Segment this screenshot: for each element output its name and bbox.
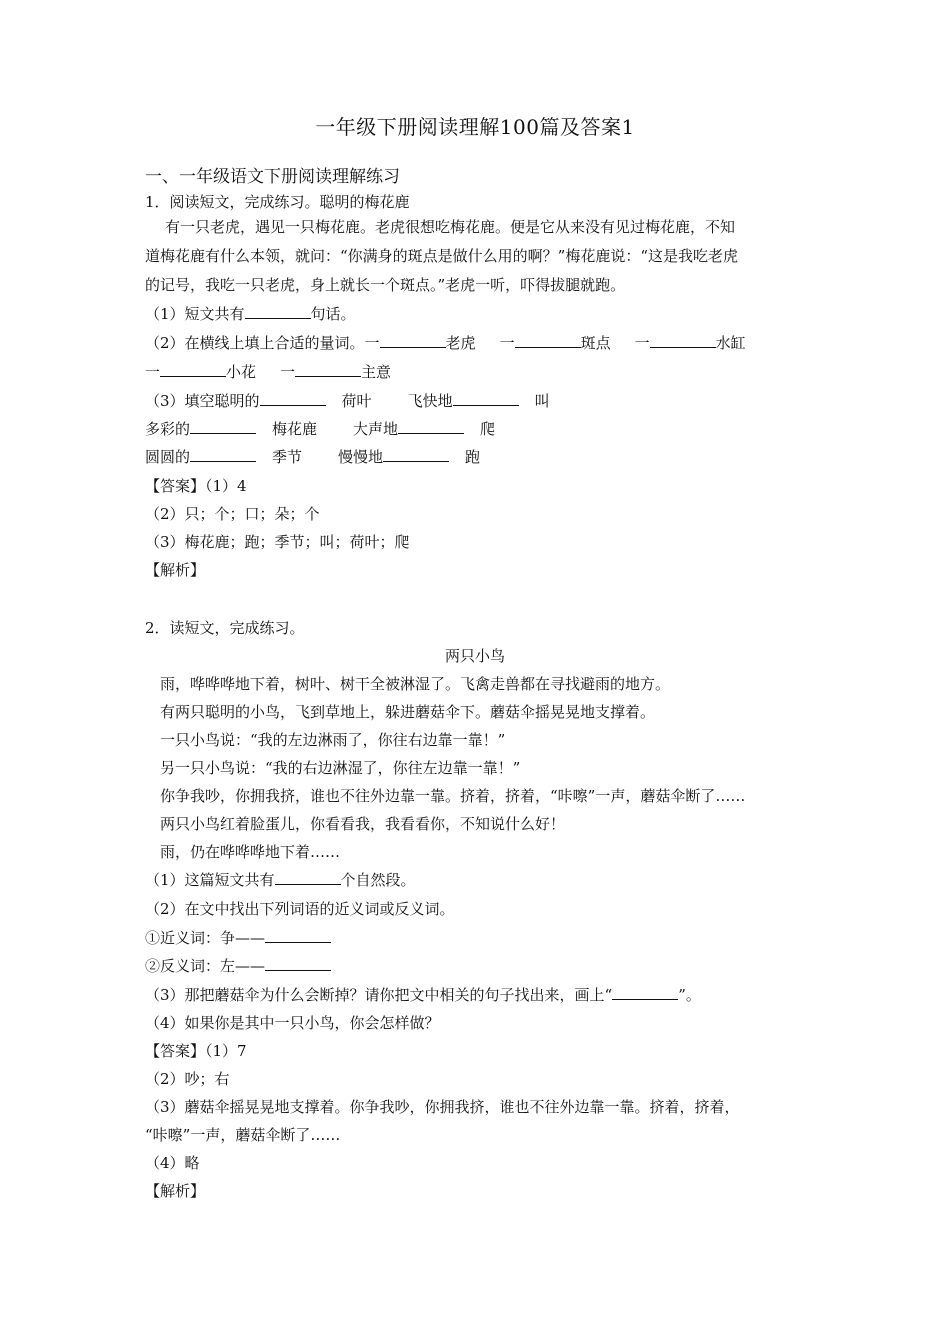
answer-text: （2）吵；右 bbox=[145, 1070, 230, 1088]
q2-passage-line: 你争我吵，你拥我挤，谁也不往外边靠一靠。挤着，挤着，“咔嚓”一声，蘑菇伞断了…… bbox=[160, 787, 746, 805]
q1-sub3-text: 爬 bbox=[480, 420, 496, 438]
q2-sub4: （4）如果你是其中一只小鸟，你会怎样做？ bbox=[145, 1014, 440, 1032]
q1-sub3-text: 慢慢地 bbox=[338, 448, 384, 466]
q1-sub3-text: 跑 bbox=[465, 448, 481, 466]
answer-blank[interactable] bbox=[190, 447, 256, 462]
answer-blank[interactable] bbox=[398, 419, 464, 434]
answer-blank[interactable] bbox=[650, 333, 716, 348]
q2-passage-line: 两只小鸟红着脸蛋儿，你看看我，我看看你，不知说什么好！ bbox=[160, 815, 566, 833]
analysis-label: 【解析】 bbox=[145, 1182, 206, 1200]
answer-blank[interactable] bbox=[383, 447, 449, 462]
q2-sub3-text: ”。 bbox=[678, 986, 701, 1004]
q2-sub2-text: ②反义词：左—— bbox=[145, 957, 266, 975]
q2-sub3-text: （3）那把蘑菇伞为什么会断掉？请你把文中相关的句子找出来，画上“ bbox=[145, 986, 613, 1004]
q1-sub3-cont bbox=[145, 446, 480, 468]
q1-sub2-text: 小花 bbox=[226, 363, 257, 381]
section-heading: 一、一年级语文下册阅读理解练习 bbox=[145, 167, 400, 187]
answer-blank[interactable] bbox=[295, 362, 361, 377]
q1-sub3-text: 大声地 bbox=[353, 420, 399, 438]
q1-sub3-text: 多彩的 bbox=[145, 420, 191, 438]
q1-sub2-text: 斑点 bbox=[580, 334, 611, 352]
q2-sub1-text: （1）这篇短文共有 bbox=[145, 871, 275, 889]
q1-sub3-text: 季节 bbox=[272, 448, 303, 466]
answer-text: “咔嚓”一声，蘑菇伞断了…… bbox=[145, 1126, 341, 1144]
answer-blank[interactable] bbox=[453, 391, 519, 406]
answer-blank[interactable] bbox=[160, 362, 226, 377]
answer-text: （3）蘑菇伞摇晃晃地支撑着。你争我吵，你拥我挤，谁也不往外边靠一靠。挤着，挤着， bbox=[145, 1098, 740, 1116]
q1-sub2-text: （2）在横线上填上合适的量词。一 bbox=[145, 334, 380, 352]
q1-sub2 bbox=[145, 332, 746, 354]
q2-sub2: （2）在文中找出下列词语的近义词或反义词。 bbox=[145, 900, 455, 918]
q1-answer bbox=[145, 475, 247, 497]
answer-label: 【答案】 bbox=[145, 477, 206, 495]
q1-sub2-text: 老虎 bbox=[445, 334, 476, 352]
q1-sub2-cont bbox=[145, 361, 391, 383]
q1-sub1-text: 句话。 bbox=[310, 305, 356, 323]
q1-sub2-text: 主意 bbox=[361, 363, 392, 381]
q2-passage-line: 有两只聪明的小鸟，飞到草地上，躲进蘑菇伞下。蘑菇伞摇晃晃地支撑着。 bbox=[160, 703, 656, 721]
answer-text: （3）梅花鹿；跑；季节；叫；荷叶；爬 bbox=[145, 533, 410, 551]
q2-header: 2．读短文，完成练习。 bbox=[145, 619, 305, 637]
q1-passage-line: 的记号，我吃一只老虎，身上就长一个斑点。”老虎一听，吓得拔腿就跑。 bbox=[145, 276, 626, 294]
q2-sub1 bbox=[145, 869, 416, 891]
q1-sub3-text: 梅花鹿 bbox=[272, 420, 318, 438]
answer-blank[interactable] bbox=[265, 928, 331, 943]
answer-blank[interactable] bbox=[245, 304, 311, 319]
q1-sub3-text: （3）填空聪明的 bbox=[145, 392, 260, 410]
q2-sub3 bbox=[145, 984, 701, 1006]
q1-sub2-text: 一 bbox=[145, 363, 161, 381]
q2-passage-line: 一只小鸟说：“我的左边淋雨了，你往右边靠一靠！” bbox=[160, 731, 506, 749]
q2-passage-line: 雨，哗哗哗地下着，树叶、树干全被淋湿了。飞禽走兽都在寻找避雨的地方。 bbox=[160, 675, 671, 693]
q1-sub3-text: 荷叶 bbox=[341, 392, 372, 410]
answer-blank[interactable] bbox=[190, 419, 256, 434]
q2-sub2-synonym bbox=[145, 927, 331, 949]
q1-sub1-text: （1）短文共有 bbox=[145, 305, 245, 323]
q1-header: 1．阅读短文，完成练习。聪明的梅花鹿 bbox=[145, 193, 410, 211]
answer-blank[interactable] bbox=[260, 391, 326, 406]
q2-sub2-antonym bbox=[145, 955, 331, 977]
q1-sub3-text: 叫 bbox=[534, 392, 550, 410]
answer-label: 【答案】 bbox=[145, 1042, 206, 1060]
q1-passage-line: 道梅花鹿有什么本领，就问：“你满身的斑点是做什么用的啊？”梅花鹿说：“这是我吃老虎 bbox=[145, 247, 739, 265]
answer-blank[interactable] bbox=[380, 333, 446, 348]
answer-blank[interactable] bbox=[265, 956, 331, 971]
q2-story-title: 两只小鸟 bbox=[444, 647, 505, 665]
q1-sub3-text: 圆圆的 bbox=[145, 448, 191, 466]
q1-sub2-text: 一 bbox=[280, 363, 296, 381]
answer-text: （1）4 bbox=[205, 477, 247, 495]
q2-answer bbox=[145, 1040, 247, 1062]
q1-sub3-cont bbox=[145, 418, 495, 440]
q1-passage-line: 有一只老虎，遇见一只梅花鹿。老虎很想吃梅花鹿。便是它从来没有见过梅花鹿，不知 bbox=[165, 218, 736, 236]
q2-sub2-text: ①近义词：争—— bbox=[145, 929, 266, 947]
q2-passage-line: 另一只小鸟说：“我的右边淋湿了，你往左边靠一靠！” bbox=[160, 759, 521, 777]
q1-sub1 bbox=[145, 303, 356, 325]
q1-sub2-text: 一 bbox=[634, 334, 650, 352]
q1-sub2-text: 一 bbox=[499, 334, 515, 352]
q1-sub2-text: 水缸 bbox=[715, 334, 746, 352]
q2-sub1-text: 个自然段。 bbox=[340, 871, 416, 889]
q1-sub3 bbox=[145, 390, 550, 412]
answer-text: （4）略 bbox=[145, 1154, 200, 1172]
answer-text: （1）7 bbox=[205, 1042, 247, 1060]
answer-blank[interactable] bbox=[275, 870, 341, 885]
page-title: 一年级下册阅读理解100篇及答案1 bbox=[315, 115, 635, 139]
q2-passage-line: 雨，仍在哗哗哗地下着…… bbox=[160, 843, 341, 861]
answer-blank[interactable] bbox=[612, 985, 678, 1000]
answer-text: （2）只；个；口；朵；个 bbox=[145, 505, 320, 523]
answer-blank[interactable] bbox=[515, 333, 581, 348]
q1-sub3-text: 飞快地 bbox=[407, 392, 453, 410]
analysis-label: 【解析】 bbox=[145, 561, 206, 579]
